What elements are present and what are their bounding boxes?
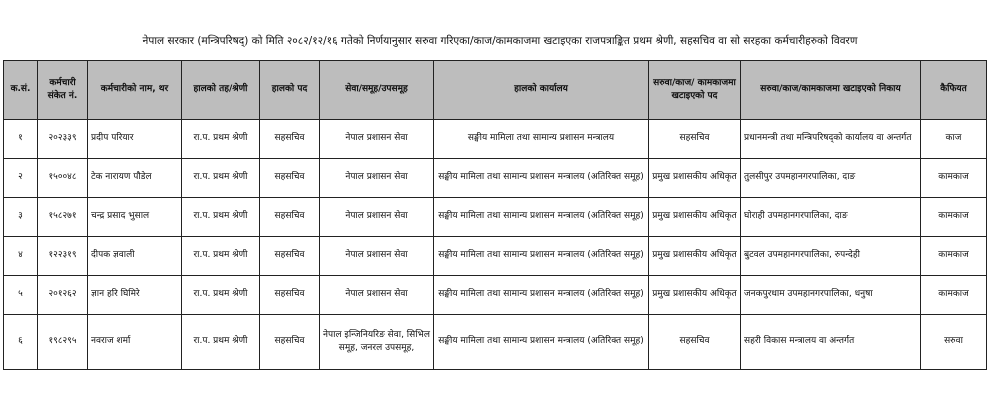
- cell-assigned-office: तुलसीपुर उपमहानगरपालिका, दाङ: [741, 159, 921, 198]
- cell-employee-code: १५८२७१: [38, 198, 88, 237]
- cell-serial: ६: [4, 315, 38, 370]
- cell-service-group: नेपाल प्रशासन सेवा: [320, 159, 434, 198]
- cell-employee-code: १२२३१९: [38, 237, 88, 276]
- cell-employee-code: २०१२६२: [38, 276, 88, 315]
- column-header-post: हालको पद: [260, 61, 320, 120]
- table-row: [4, 315, 987, 370]
- cell-remarks: कामकाज: [921, 159, 987, 198]
- cell-service-group: नेपाल प्रशासन सेवा: [320, 237, 434, 276]
- cell-employee-code: २०२३३९: [38, 120, 88, 159]
- cell-remarks: कामकाज: [921, 237, 987, 276]
- cell-current-office: सङ्घीय मामिला तथा सामान्य प्रशासन मन्त्रालय (अतिरिक्त समूह): [434, 198, 649, 237]
- cell-employee-code: १९८२९५: [38, 315, 88, 370]
- cell-current-office: सङ्घीय मामिला तथा सामान्य प्रशासन मन्त्रालय (अतिरिक्त समूह): [434, 159, 649, 198]
- cell-serial: ५: [4, 276, 38, 315]
- column-header-current-office: हालको कार्यालय: [434, 61, 649, 120]
- cell-name: टेक नारायण पौडेल: [88, 159, 182, 198]
- column-header-assigned-office: सरुवा/काज/कामकाजमा खटाइएको निकाय: [741, 61, 921, 120]
- cell-assigned-office: जनकपुरधाम उपमहानगरपालिका, धनुषा: [741, 276, 921, 315]
- cell-service-group: नेपाल प्रशासन सेवा: [320, 276, 434, 315]
- cell-assigned-post: प्रमुख प्रशासकीय अधिकृत: [649, 237, 741, 276]
- cell-level: रा.प. प्रथम श्रेणी: [182, 159, 260, 198]
- cell-assigned-post: प्रमुख प्रशासकीय अधिकृत: [649, 276, 741, 315]
- cell-level: रा.प. प्रथम श्रेणी: [182, 120, 260, 159]
- cell-level: रा.प. प्रथम श्रेणी: [182, 198, 260, 237]
- cell-name: दीपक ज्ञवाली: [88, 237, 182, 276]
- cell-name: ज्ञान हरि घिमिरे: [88, 276, 182, 315]
- cell-serial: १: [4, 120, 38, 159]
- document-title: नेपाल सरकार (मन्त्रिपरिषद्) को मिति २०८२/१२/१६ गतेको निर्णयानुसार सरुवा गरिएका/काज/कामकाजमा खटाइएका राजपत्राङ्कित प्रथम श्रेणी, सहसचिव वा सो सरहका कर्मचारीहरुको विवरण: [142, 35, 858, 47]
- cell-service-group: नेपाल प्रशासन सेवा: [320, 120, 434, 159]
- column-header-assigned-post: सरुवा/काज/ कामकाजमा खटाइएको पद: [649, 61, 741, 120]
- cell-level: रा.प. प्रथम श्रेणी: [182, 237, 260, 276]
- cell-current-office: सङ्घीय मामिला तथा सामान्य प्रशासन मन्त्रालय (अतिरिक्त समूह): [434, 315, 649, 370]
- column-header-level: हालको तह/श्रेणी: [182, 61, 260, 120]
- cell-assigned-office: सहरी विकास मन्त्रालय वा अन्तर्गत: [741, 315, 921, 370]
- table-row: [4, 237, 987, 276]
- table-row: [4, 276, 987, 315]
- cell-remarks: कामकाज: [921, 276, 987, 315]
- cell-post: सहसचिव: [260, 198, 320, 237]
- cell-assigned-post: प्रमुख प्रशासकीय अधिकृत: [649, 159, 741, 198]
- cell-assigned-post: सहसचिव: [649, 120, 741, 159]
- cell-service-group: नेपाल इन्जिनियरिङ सेवा, सिभिल समूह, जनरल उपसमूह,: [320, 315, 434, 370]
- cell-level: रा.प. प्रथम श्रेणी: [182, 315, 260, 370]
- cell-post: सहसचिव: [260, 315, 320, 370]
- cell-level: रा.प. प्रथम श्रेणी: [182, 276, 260, 315]
- cell-remarks: सरुवा: [921, 315, 987, 370]
- cell-serial: ३: [4, 198, 38, 237]
- table-row: [4, 120, 987, 159]
- cell-service-group: नेपाल प्रशासन सेवा: [320, 198, 434, 237]
- cell-assigned-office: प्रधानमन्त्री तथा मन्त्रिपरिषद्को कार्यालय वा अन्तर्गत: [741, 120, 921, 159]
- cell-name: प्रदीप परियार: [88, 120, 182, 159]
- cell-post: सहसचिव: [260, 276, 320, 315]
- transfer-records-table: [3, 60, 987, 370]
- cell-serial: ४: [4, 237, 38, 276]
- column-header-serial: क.सं.: [4, 61, 38, 120]
- column-header-remarks: कैफियत: [921, 61, 987, 120]
- cell-assigned-post: प्रमुख प्रशासकीय अधिकृत: [649, 198, 741, 237]
- cell-current-office: सङ्घीय मामिला तथा सामान्य प्रशासन मन्त्रालय (अतिरिक्त समूह): [434, 276, 649, 315]
- cell-current-office: सङ्घीय मामिला तथा सामान्य प्रशासन मन्त्रालय (अतिरिक्त समूह): [434, 237, 649, 276]
- cell-post: सहसचिव: [260, 159, 320, 198]
- cell-remarks: काज: [921, 120, 987, 159]
- column-header-service-group: सेवा/समूह/उपसमूह: [320, 61, 434, 120]
- cell-serial: २: [4, 159, 38, 198]
- cell-assigned-office: बुटवल उपमहानगरपालिका, रुपन्देही: [741, 237, 921, 276]
- cell-post: सहसचिव: [260, 237, 320, 276]
- cell-assigned-post: सहसचिव: [649, 315, 741, 370]
- cell-name: चन्द्र प्रसाद भुसाल: [88, 198, 182, 237]
- table-row: [4, 159, 987, 198]
- cell-post: सहसचिव: [260, 120, 320, 159]
- table-row: [4, 198, 987, 237]
- cell-current-office: सङ्घीय मामिला तथा सामान्य प्रशासन मन्त्रालय: [434, 120, 649, 159]
- cell-remarks: कामकाज: [921, 198, 987, 237]
- column-header-name: कर्मचारीको नाम, थर: [88, 61, 182, 120]
- table-header-row: [4, 61, 987, 120]
- cell-name: नवराज शर्मा: [88, 315, 182, 370]
- column-header-employee-code: कर्मचारी संकेत नं.: [38, 61, 88, 120]
- cell-assigned-office: घोराही उपमहानगरपालिका, दाङ: [741, 198, 921, 237]
- cell-employee-code: १५००४८: [38, 159, 88, 198]
